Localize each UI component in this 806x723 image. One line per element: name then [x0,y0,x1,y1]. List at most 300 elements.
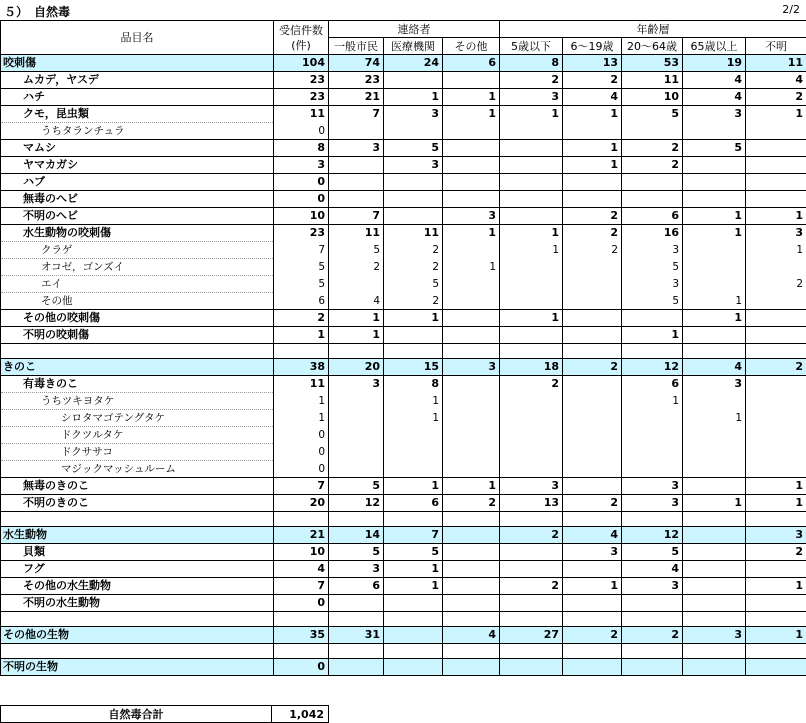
row-value: 5 [329,544,384,561]
table-row [1,393,806,410]
row-value [500,595,563,612]
row-label: ドクササコ [1,444,274,461]
row-label: 無毒のきのこ [1,478,274,495]
row-value [443,140,500,157]
row-value: 5 [329,242,384,259]
row-value: 4 [683,89,746,106]
table-row [1,123,806,140]
row-value: 21 [274,527,329,544]
row-value [746,393,806,410]
row-value [683,478,746,495]
row-value: 8 [500,55,563,72]
row-value: 1 [746,578,806,595]
row-value: 2 [443,495,500,512]
table-row [1,427,806,444]
row-value: 1 [384,89,443,106]
row-value: 11 [329,225,384,242]
row-value: 1 [683,410,746,427]
row-value [746,410,806,427]
row-value [384,627,443,644]
row-value: 6 [329,578,384,595]
spacer-row [1,612,806,627]
row-value: 3 [443,359,500,376]
row-value: 23 [329,72,384,89]
row-value [443,327,500,344]
row-value: 10 [274,544,329,561]
row-value [500,659,563,676]
row-value [683,157,746,174]
table-body [1,55,806,676]
spacer-cell [384,644,443,659]
row-value: 11 [746,55,806,72]
row-value: 1 [683,310,746,327]
spacer-cell [384,512,443,527]
row-value: 2 [384,293,443,310]
row-value [443,72,500,89]
header-contact-other: その他 [443,38,500,55]
row-label: クモ，昆虫類 [1,106,274,123]
header-contact-public: 一般市民 [329,38,384,55]
row-value: 3 [622,495,683,512]
row-value: 1 [746,627,806,644]
row-value: 14 [329,527,384,544]
row-value: 10 [274,208,329,225]
table-row [1,242,806,259]
row-value [384,191,443,208]
row-value: 11 [274,376,329,393]
row-value: 104 [274,55,329,72]
spacer-cell [443,344,500,359]
row-value: 4 [683,72,746,89]
row-label: 不明のきのこ [1,495,274,512]
row-value [746,140,806,157]
row-label: 不明の咬刺傷 [1,327,274,344]
row-label: ハチ [1,89,274,106]
row-value: 23 [274,225,329,242]
spacer-cell [329,512,384,527]
row-value: 11 [622,72,683,89]
table-row [1,578,806,595]
row-value: 1 [443,259,500,276]
row-value: 1 [443,106,500,123]
row-value: 1 [384,410,443,427]
row-label: 水生動物 [1,527,274,544]
row-value: 0 [274,461,329,478]
row-value [563,410,622,427]
row-value: 23 [274,89,329,106]
row-value: 7 [329,208,384,225]
row-value: 1 [746,106,806,123]
row-value [500,393,563,410]
row-value [683,427,746,444]
row-value: 8 [274,140,329,157]
spacer-cell [384,612,443,627]
spacer-cell [563,644,622,659]
row-value: 12 [329,495,384,512]
table-row [1,55,806,72]
row-value [443,527,500,544]
row-value: 1 [384,578,443,595]
row-value: 3 [274,157,329,174]
row-value [563,174,622,191]
row-value: 2 [384,242,443,259]
row-value [443,276,500,293]
row-value [683,276,746,293]
spacer-cell [746,512,806,527]
row-value [563,444,622,461]
spacer-cell [622,612,683,627]
row-value: 1 [563,140,622,157]
row-value [563,461,622,478]
row-value [443,293,500,310]
row-value: 3 [683,106,746,123]
row-value: 19 [683,55,746,72]
row-value: 1 [274,410,329,427]
row-value [329,659,384,676]
row-value [500,561,563,578]
row-value: 20 [329,359,384,376]
row-value [683,561,746,578]
table-row [1,106,806,123]
row-value [443,659,500,676]
row-value [683,444,746,461]
row-value: 3 [746,527,806,544]
row-value: 1 [746,242,806,259]
spacer-cell [683,344,746,359]
row-value: 4 [563,89,622,106]
row-value [329,276,384,293]
row-value [500,427,563,444]
row-value [500,410,563,427]
row-value: 0 [274,444,329,461]
row-label: うちタランチュラ [1,123,274,140]
row-label: 無毒のヘビ [1,191,274,208]
row-value: 4 [746,72,806,89]
page-number: 2/2 [782,3,800,16]
row-value: 1 [384,310,443,327]
spacer-cell [563,344,622,359]
row-value [746,561,806,578]
row-value [500,208,563,225]
row-value: 6 [622,376,683,393]
row-value [746,174,806,191]
row-value [683,259,746,276]
section-title: ５） 自然毒 [4,5,71,19]
row-value: 18 [500,359,563,376]
table-row [1,293,806,310]
spacer-cell [1,612,274,627]
row-value: 1 [500,310,563,327]
row-value [683,327,746,344]
spacer-cell [443,512,500,527]
row-value: 5 [384,276,443,293]
table-row [1,259,806,276]
table-row [1,561,806,578]
row-value: 2 [563,208,622,225]
row-value [563,393,622,410]
row-value [500,293,563,310]
row-value [500,259,563,276]
spacer-cell [329,344,384,359]
row-value [622,310,683,327]
row-value: 1 [622,327,683,344]
row-value: 1 [746,495,806,512]
row-value [746,293,806,310]
header-age-65plus: 65歳以上 [683,38,746,55]
row-value: 16 [622,225,683,242]
row-value [563,276,622,293]
row-value [443,174,500,191]
spacer-cell [683,512,746,527]
natural-toxin-table [0,20,806,676]
row-value: 1 [500,106,563,123]
row-value [746,659,806,676]
spacer-cell [500,612,563,627]
spacer-cell [746,644,806,659]
row-value [384,659,443,676]
row-value [746,191,806,208]
table-row [1,140,806,157]
row-value [500,327,563,344]
row-value: 3 [329,376,384,393]
row-value [746,157,806,174]
row-value [683,174,746,191]
spacer-cell [1,644,274,659]
spacer-cell [274,644,329,659]
row-value: 4 [274,561,329,578]
table-row [1,359,806,376]
row-value [622,444,683,461]
row-value [683,578,746,595]
row-value [443,191,500,208]
row-value: 2 [563,359,622,376]
row-value: 2 [622,157,683,174]
row-value [563,427,622,444]
table-row [1,527,806,544]
row-value [443,310,500,327]
row-value [443,444,500,461]
row-value: 3 [329,561,384,578]
row-value [746,595,806,612]
row-value [683,595,746,612]
table-row [1,208,806,225]
row-value: 4 [329,293,384,310]
table-row [1,157,806,174]
spacer-cell [622,512,683,527]
row-value: 6 [384,495,443,512]
table-row [1,461,806,478]
row-label: その他の水生動物 [1,578,274,595]
total-value: 1,042 [272,706,329,723]
table-row [1,410,806,427]
row-value [500,174,563,191]
table-row [1,310,806,327]
row-value [563,595,622,612]
spacer-cell [746,612,806,627]
row-value: 0 [274,427,329,444]
row-value [622,461,683,478]
row-value [683,527,746,544]
header-contact-group: 連絡者 [329,21,500,38]
row-value [443,242,500,259]
row-value: 3 [500,89,563,106]
row-value: 2 [746,544,806,561]
row-value: 38 [274,359,329,376]
row-value [329,595,384,612]
spacer-cell [274,612,329,627]
spacer-cell [384,344,443,359]
row-value: 1 [563,106,622,123]
row-value [683,544,746,561]
row-value: 3 [500,478,563,495]
row-value [384,444,443,461]
row-value: 31 [329,627,384,644]
table-row [1,174,806,191]
row-value: 0 [274,174,329,191]
row-value: 7 [329,106,384,123]
row-value: 5 [274,276,329,293]
table-row [1,659,806,676]
row-value [329,174,384,191]
row-label: 不明のヘビ [1,208,274,225]
row-value [563,293,622,310]
row-value: 0 [274,595,329,612]
row-value: 5 [622,544,683,561]
row-value: 1 [384,478,443,495]
row-value: 1 [563,157,622,174]
row-value: 0 [274,191,329,208]
row-value: 1 [329,310,384,327]
table-row [1,495,806,512]
row-value: 1 [329,327,384,344]
header-contact-medical: 医療機関 [384,38,443,55]
row-label: フグ [1,561,274,578]
row-value [329,427,384,444]
row-value [443,393,500,410]
row-value: 1 [274,393,329,410]
row-value [563,310,622,327]
header-received-unit: (件) [291,38,311,52]
row-label: その他の生物 [1,627,274,644]
row-value: 1 [443,478,500,495]
row-value [443,461,500,478]
row-value [622,427,683,444]
spacer-cell [500,644,563,659]
row-value [384,327,443,344]
row-value: 3 [746,225,806,242]
row-value: 5 [274,259,329,276]
row-value: 4 [622,561,683,578]
row-value [500,444,563,461]
row-value: 1 [746,208,806,225]
row-value: 2 [563,627,622,644]
row-label: うちツキヨタケ [1,393,274,410]
row-value: 2 [500,578,563,595]
row-value [384,123,443,140]
row-value: 2 [746,276,806,293]
table-row [1,276,806,293]
row-value: 3 [443,208,500,225]
row-value: 23 [274,72,329,89]
spacer-row [1,644,806,659]
row-value: 5 [384,544,443,561]
row-value [563,327,622,344]
row-value: 7 [274,578,329,595]
row-value [329,123,384,140]
row-value [746,444,806,461]
row-label: 水生動物の咬刺傷 [1,225,274,242]
table-row [1,544,806,561]
row-value [443,123,500,140]
row-value [746,327,806,344]
row-value: 4 [443,627,500,644]
spacer-cell [1,512,274,527]
row-label: ハブ [1,174,274,191]
row-value: 2 [500,376,563,393]
row-value: 1 [563,578,622,595]
row-value: 2 [500,72,563,89]
row-value: 1 [384,393,443,410]
row-value [500,276,563,293]
row-value [746,259,806,276]
row-value: 1 [683,208,746,225]
row-value: 15 [384,359,443,376]
row-value [563,376,622,393]
header-age-group: 年齢層 [500,21,806,38]
row-value: 1 [683,225,746,242]
row-value: 3 [329,140,384,157]
row-value [746,123,806,140]
row-value [500,123,563,140]
row-value: 3 [622,242,683,259]
spacer-row [1,344,806,359]
row-value [384,595,443,612]
row-value: 6 [443,55,500,72]
row-label: ヤマカガシ [1,157,274,174]
row-value [329,444,384,461]
header-received [274,21,329,55]
row-value: 7 [274,478,329,495]
table-row [1,627,806,644]
row-value [443,561,500,578]
row-value: 13 [500,495,563,512]
row-label: マムシ [1,140,274,157]
row-value: 2 [563,72,622,89]
row-value [563,659,622,676]
row-value: 2 [746,359,806,376]
row-label: ムカデ，ヤスデ [1,72,274,89]
row-value [683,393,746,410]
header-age-6-19: 6～19歳 [563,38,622,55]
total-label: 自然毒合計 [1,706,272,723]
spacer-cell [1,344,274,359]
spacer-cell [683,644,746,659]
spacer-cell [329,612,384,627]
row-label: きのこ [1,359,274,376]
row-value: 3 [563,544,622,561]
row-value [329,461,384,478]
row-value: 21 [329,89,384,106]
row-value [329,191,384,208]
row-value [683,242,746,259]
row-value: 53 [622,55,683,72]
row-value [563,191,622,208]
spacer-cell [274,512,329,527]
table-row [1,89,806,106]
row-value [329,410,384,427]
row-value [384,72,443,89]
spacer-cell [500,512,563,527]
